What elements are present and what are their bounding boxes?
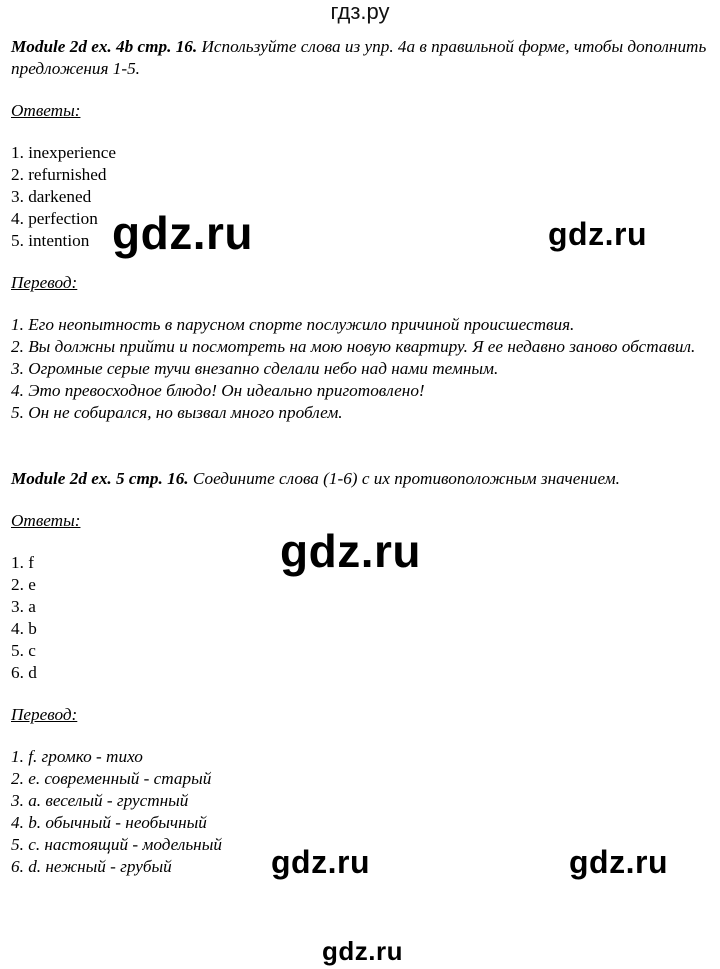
answer-item: 5. c	[11, 641, 36, 660]
answers-label: Ответы:	[11, 101, 81, 120]
task-text: Соедините слова (1-6) с их противоположным значением.	[192, 469, 620, 488]
answer-item: 3. a	[11, 597, 36, 616]
answers-label: Ответы:	[11, 511, 81, 530]
translation-label: Перевод:	[11, 273, 78, 292]
translation-list	[11, 314, 711, 424]
watermark: gdz.ru	[271, 844, 370, 880]
translation-label: Перевод:	[11, 705, 78, 724]
translation-item: 1. f. громко - тихо	[11, 747, 143, 766]
translation-item: 2. e. современный - старый	[11, 769, 212, 788]
answer-item: 2. e	[11, 575, 36, 594]
answer-item: 4. b	[11, 619, 37, 638]
answer-item: 5. intention	[11, 231, 90, 250]
translation-item: 6. d. нежный - грубый	[11, 857, 172, 876]
task-statement	[11, 36, 711, 80]
task-statement	[11, 468, 711, 490]
watermark: gdz.ru	[569, 844, 668, 880]
translation-item: 5. c. настоящий - модельный	[11, 835, 222, 854]
answer-item: 1. inexperience	[11, 143, 116, 162]
answer-item: 3. darkened	[11, 187, 92, 206]
translation-item: 4. Это превосходное блюдо! Он идеально приготовлено!	[11, 381, 425, 400]
answer-item: 2. refurnished	[11, 165, 107, 184]
watermark: gdz.ru	[280, 525, 421, 577]
task-reference: Module 2d ex. 5 стр. 16.	[11, 469, 189, 488]
watermark: gdz.ru	[548, 216, 647, 252]
task-reference: Module 2d ex. 4b стр. 16.	[11, 37, 198, 56]
translation-item: 5. Он не собирался, но вызвал много проблем.	[11, 403, 343, 422]
answer-item: 4. perfection	[11, 209, 98, 228]
translation-item: 3. Огромные серые тучи внезапно сделали небо над нами темным.	[11, 359, 499, 378]
translation-item: 4. b. обычный - необычный	[11, 813, 207, 832]
translation-item: 3. a. веселый - грустный	[11, 791, 189, 810]
translation-item: 2. Вы должны прийти и посмотреть на мою новую квартиру. Я ее недавно заново обставил.	[11, 337, 696, 356]
answer-item: 6. d	[11, 663, 37, 682]
task-text: Используйте слова из упр. 4a в правильной форме, чтобы дополнить предложения 1-5.	[11, 37, 707, 78]
document-body	[11, 36, 711, 878]
watermark: gdz.ru	[322, 936, 403, 966]
watermark: gdz.ru	[112, 207, 253, 259]
site-header: гдз.ру	[330, 0, 390, 24]
translation-item: 1. Его неопытность в парусном спорте послужило причиной происшествия.	[11, 315, 575, 334]
answer-item: 1. f	[11, 553, 34, 572]
